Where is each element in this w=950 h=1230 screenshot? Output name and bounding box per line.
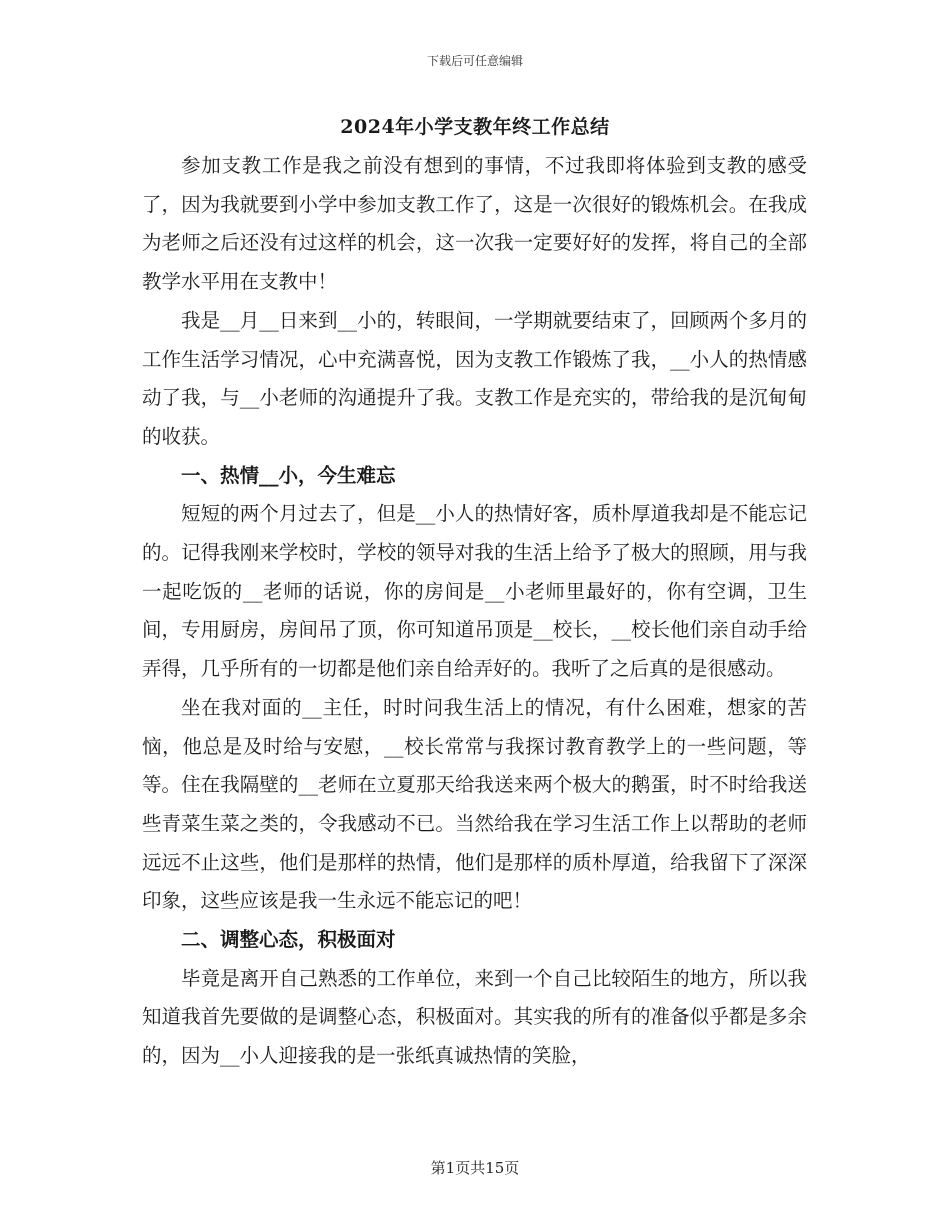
paragraph: 坐在我对面的__主任，时时问我生活上的情况，有什么困难，想家的苦恼，他总是及时给与安慰，__校长常常与我探讨教育教学上的一些问题，等等。住在我隔壁的__老师在立夏那天给我送来两个极大的鹅蛋，时不时给我送些青菜生菜之类的，令我感动不已。当然给我在学习生活工作上以帮助的老师远远不止这些，他们是那样的热情，他们是那样的质朴厚道，给我留下了深深印象，这些应该是我一生永远不能忘记的吧！ xyxy=(142,695,807,913)
page-number-footer: 第1页共15页 xyxy=(430,1159,520,1177)
paragraph: 短短的两个月过去了，但是__小人的热情好客，质朴厚道我却是不能忘记的。记得我刚来学校时，学校的领导对我的生活上给予了极大的照顾，用与我一起吃饭的__老师的话说，你的房间是__小老师里最好的，你有空调，卫生间，专用厨房，房间吊了顶，你可知道吊顶是__校长，__校长他们亲自动手给弄得，几乎所有的一切都是他们亲自给弄好的。我听了之后真的是很感动。 xyxy=(142,502,807,681)
paragraph: 毕竟是离开自己熟悉的工作单位，来到一个自己比较陌生的地方，所以我知道我首先要做的是调整心态，积极面对。其实我的所有的准备似乎都是多余的，因为__小人迎接我的是一张纸真诚热情的笑脸， xyxy=(142,966,807,1068)
document-title: 2024年小学支教年终工作总结 xyxy=(340,116,610,138)
paragraph: 参加支教工作是我之前没有想到的事情，不过我即将体验到支教的感受了，因为我就要到小学中参加支教工作了，这是一次很好的锻炼机会。在我成为老师之后还没有过这样的机会，这一次我一定要好好的发挥，将自己的全部教学水平用在支教中！ xyxy=(142,154,807,294)
section-heading: 一、热情__小，今生难忘 xyxy=(181,463,396,487)
header-note: 下载后可任意编辑 xyxy=(426,54,523,68)
section-heading: 二、调整心态，积极面对 xyxy=(181,928,396,952)
document-body xyxy=(142,147,807,1076)
paragraph: 我是__月__日来到__小的，转眼间，一学期就要结束了，回顾两个多月的工作生活学习情况，心中充满喜悦，因为支教工作锻炼了我，__小人的热情感动了我，与__小老师的沟通提升了我。支教工作是充实的，带给我的是沉甸甸的收获。 xyxy=(142,308,807,448)
